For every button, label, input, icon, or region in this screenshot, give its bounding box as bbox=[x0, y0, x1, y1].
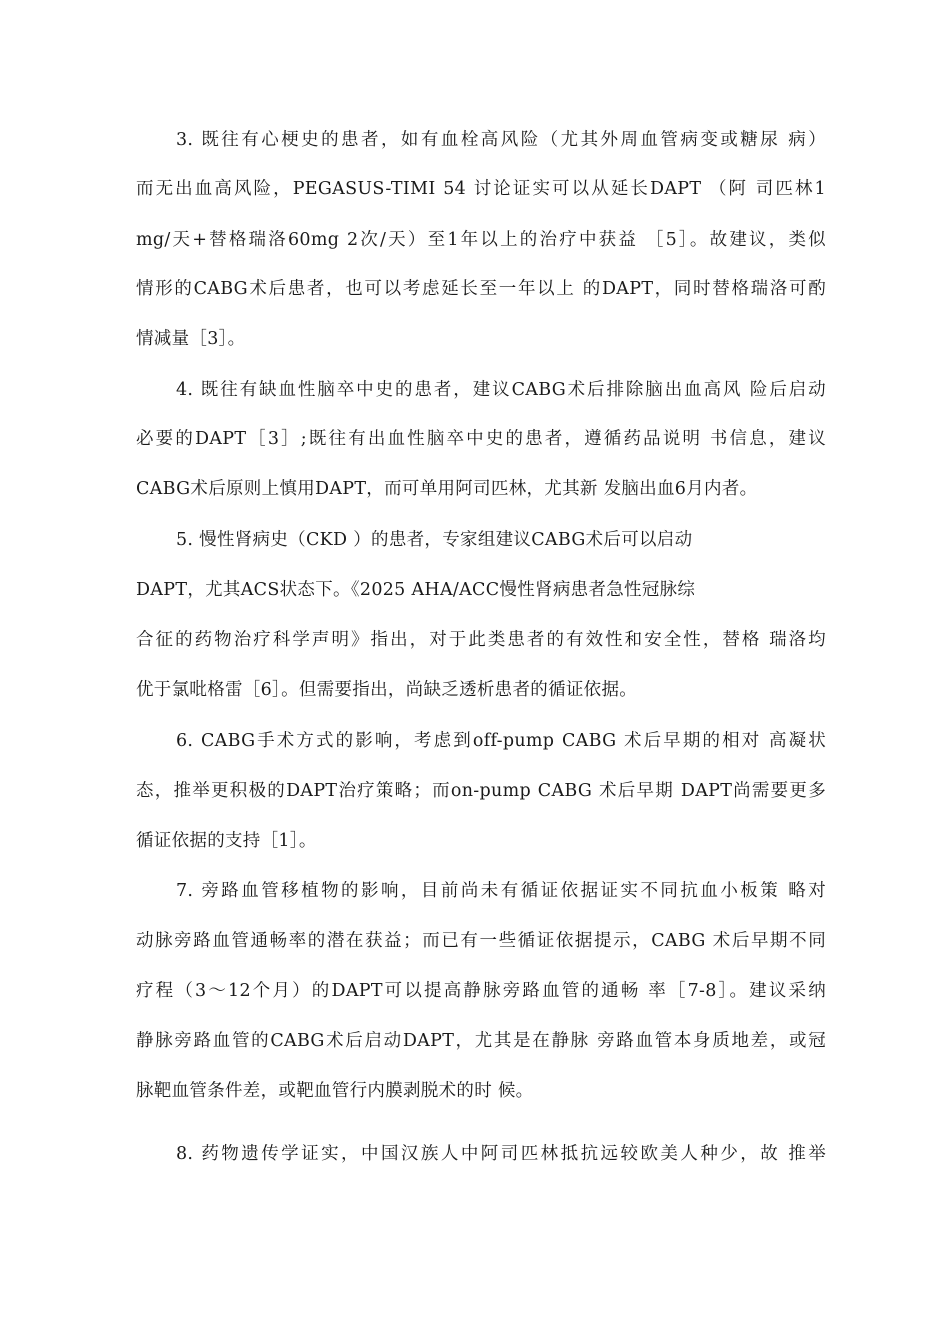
paragraph-7-line-4: 静脉旁路血管的CABG术后启动DAPT，尤其是在静脉 旁路血管本身质地差，或冠 bbox=[136, 1031, 826, 1051]
paragraph-5-line-2: DAPT，尤其ACS状态下。《2025 AHA/ACC慢性肾病患者急性冠脉综 bbox=[136, 580, 696, 600]
paragraph-7-line-1: 7. 旁路血管移植物的影响，目前尚未有循证依据证实不同抗血小板策 略对 bbox=[176, 881, 826, 901]
paragraph-5-line-1: 5. 慢性肾病史（CKD ）的患者，专家组建议CABG术后可以启动 bbox=[176, 530, 693, 550]
paragraph-7-line-5: 脉靶血管条件差，或靶血管行内膜剥脱术的时 候。 bbox=[136, 1081, 534, 1101]
paragraph-6-line-2: 态，推举更积极的DAPT治疗策略；而on-pump CABG 术后早期 DAPT尚需要更多 bbox=[136, 781, 826, 801]
paragraph-4-line-1: 4. 既往有缺血性脑卒中史的患者，建议CABG术后排除脑出血高风 险后启动 bbox=[176, 380, 826, 400]
paragraph-7-line-3: 疗程（3〜12个月）的DAPT可以提高静脉旁路血管的通畅 率［7-8］。建议采纳 bbox=[136, 981, 826, 1001]
paragraph-4-line-2: 必要的DAPT［3］;既往有出血性脑卒中史的患者，遵循药品说明 书信息，建议 bbox=[136, 429, 826, 449]
paragraph-4-line-3: CABG术后原则上慎用DAPT，而可单用阿司匹林，尤其新 发脑出血6月内者。 bbox=[136, 479, 758, 499]
paragraph-6-line-3: 循证依据的支持［1］。 bbox=[136, 831, 317, 851]
paragraph-3-line-2: 而无出血高风险，PEGASUS-TIMI 54 讨论证实可以从延长DAPT （阿 司匹林1 bbox=[136, 179, 826, 199]
paragraph-5-line-3: 合征的药物治疗科学声明》指出，对于此类患者的有效性和安全性，替格 瑞洛均 bbox=[136, 630, 826, 650]
paragraph-8-line-1: 8. 药物遗传学证实，中国汉族人中阿司匹林抵抗远较欧美人种少，故 推举 bbox=[176, 1144, 826, 1164]
paragraph-3-line-1: 3. 既往有心梗史的患者，如有血栓高风险（尤其外周血管病变或糖尿 病） bbox=[176, 130, 826, 150]
paragraph-3-line-4: 情形的CABG术后患者，也可以考虑延长至一年以上 的DAPT，同时替格瑞洛可酌 bbox=[136, 279, 826, 299]
paragraph-7-line-2: 动脉旁路血管通畅率的潜在获益；而已有一些循证依据提示，CABG 术后早期不同 bbox=[136, 931, 826, 951]
paragraph-6-line-1: 6. CABG手术方式的影响，考虑到off-pump CABG 术后早期的相对 高凝状 bbox=[176, 731, 826, 751]
paragraph-3-line-3: mg/天+替格瑞洛60mg 2次/天）至1年以上的治疗中获益 ［5］。故建议，类似 bbox=[136, 230, 826, 250]
paragraph-5-line-4: 优于氯吡格雷［6］。但需要指出，尚缺乏透析患者的循证依据。 bbox=[136, 680, 638, 700]
paragraph-3-line-5: 情减量［3］。 bbox=[136, 329, 246, 349]
